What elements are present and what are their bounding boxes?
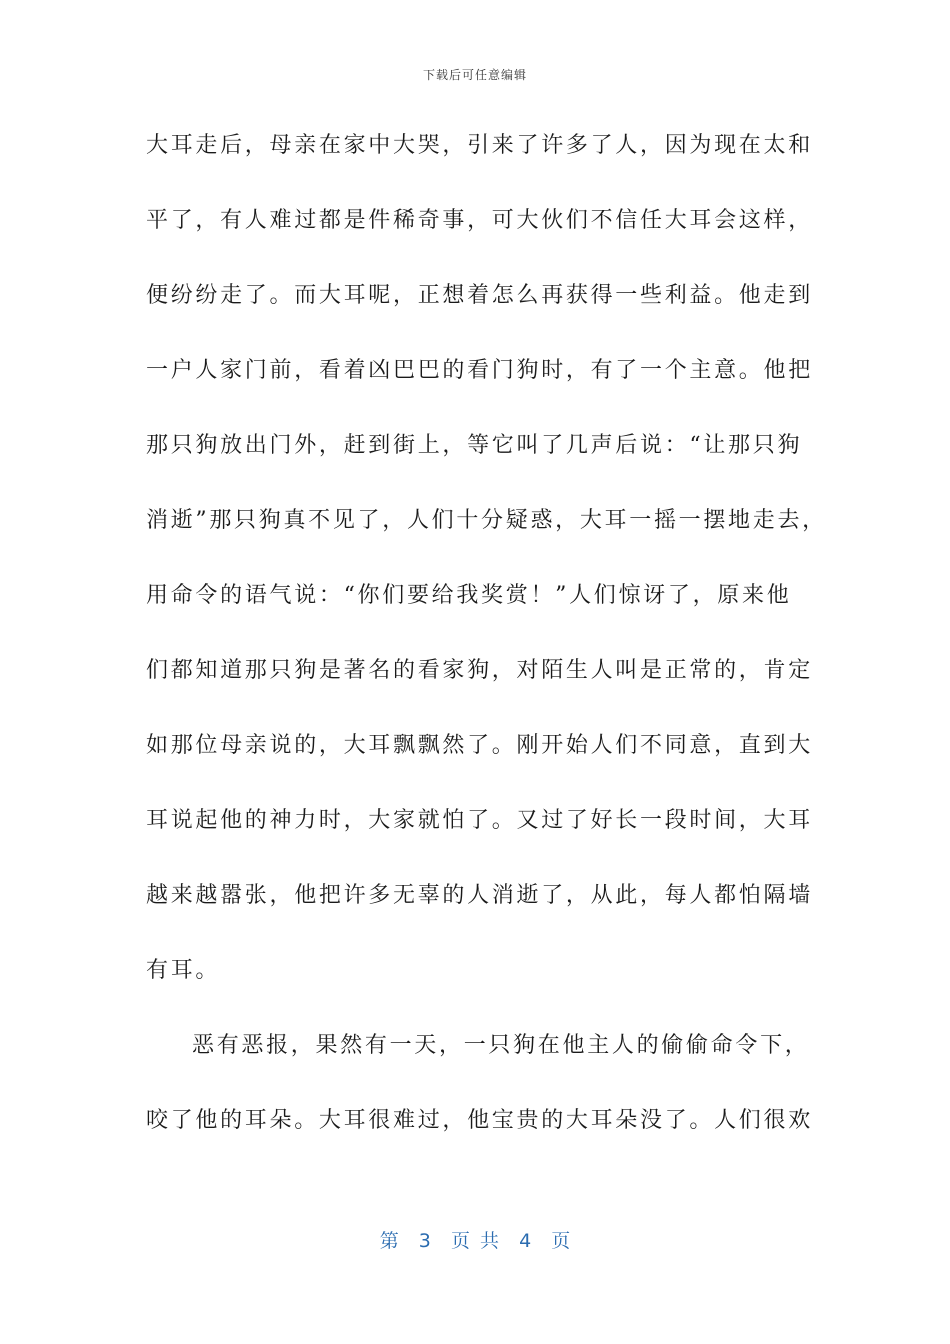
text-line-indented: 恶有恶报，果然有一天，一只狗在他主人的偷偷命令下， bbox=[192, 1033, 810, 1058]
text-line: 们都知道那只狗是著名的看家狗，对陌生人叫是正常的，肯定 bbox=[146, 658, 813, 683]
text-line: 用命令的语气说：“你们要给我奖赏！”人们惊讶了，原来他 bbox=[146, 583, 792, 608]
page-header: 下载后可任意编辑 bbox=[422, 68, 527, 82]
text-line: 大耳走后，母亲在家中大哭，引来了许多了人，因为现在太和 bbox=[146, 133, 813, 158]
page-number-footer bbox=[0, 1226, 950, 1253]
page-number-text: 第 3 页 共 4 页 bbox=[379, 1230, 571, 1252]
text-line: 越来越嚣张，他把许多无辜的人消逝了，从此，每人都怕隔墙 bbox=[146, 883, 813, 908]
document-body bbox=[146, 124, 827, 1174]
text-line: 平了，有人难过都是件稀奇事，可大伙们不信任大耳会这样， bbox=[146, 208, 813, 233]
text-line: 耳说起他的神力时，大家就怕了。又过了好长一段时间，大耳 bbox=[146, 808, 813, 833]
text-line: 消逝”那只狗真不见了，人们十分疑惑，大耳一摇一摆地走去， bbox=[146, 508, 827, 533]
text-line: 有耳。 bbox=[146, 958, 221, 983]
text-line: 便纷纷走了。而大耳呢，正想着怎么再获得一些利益。他走到 bbox=[146, 283, 813, 308]
text-line: 如那位母亲说的，大耳飘飘然了。刚开始人们不同意，直到大 bbox=[146, 733, 813, 758]
text-line: 咬了他的耳朵。大耳很难过，他宝贵的大耳朵没了。人们很欢 bbox=[146, 1108, 813, 1133]
text-line: 一户人家门前，看着凶巴巴的看门狗时，有了一个主意。他把 bbox=[146, 358, 813, 383]
text-line: 那只狗放出门外，赶到街上，等它叫了几声后说：“让那只狗 bbox=[146, 433, 803, 458]
